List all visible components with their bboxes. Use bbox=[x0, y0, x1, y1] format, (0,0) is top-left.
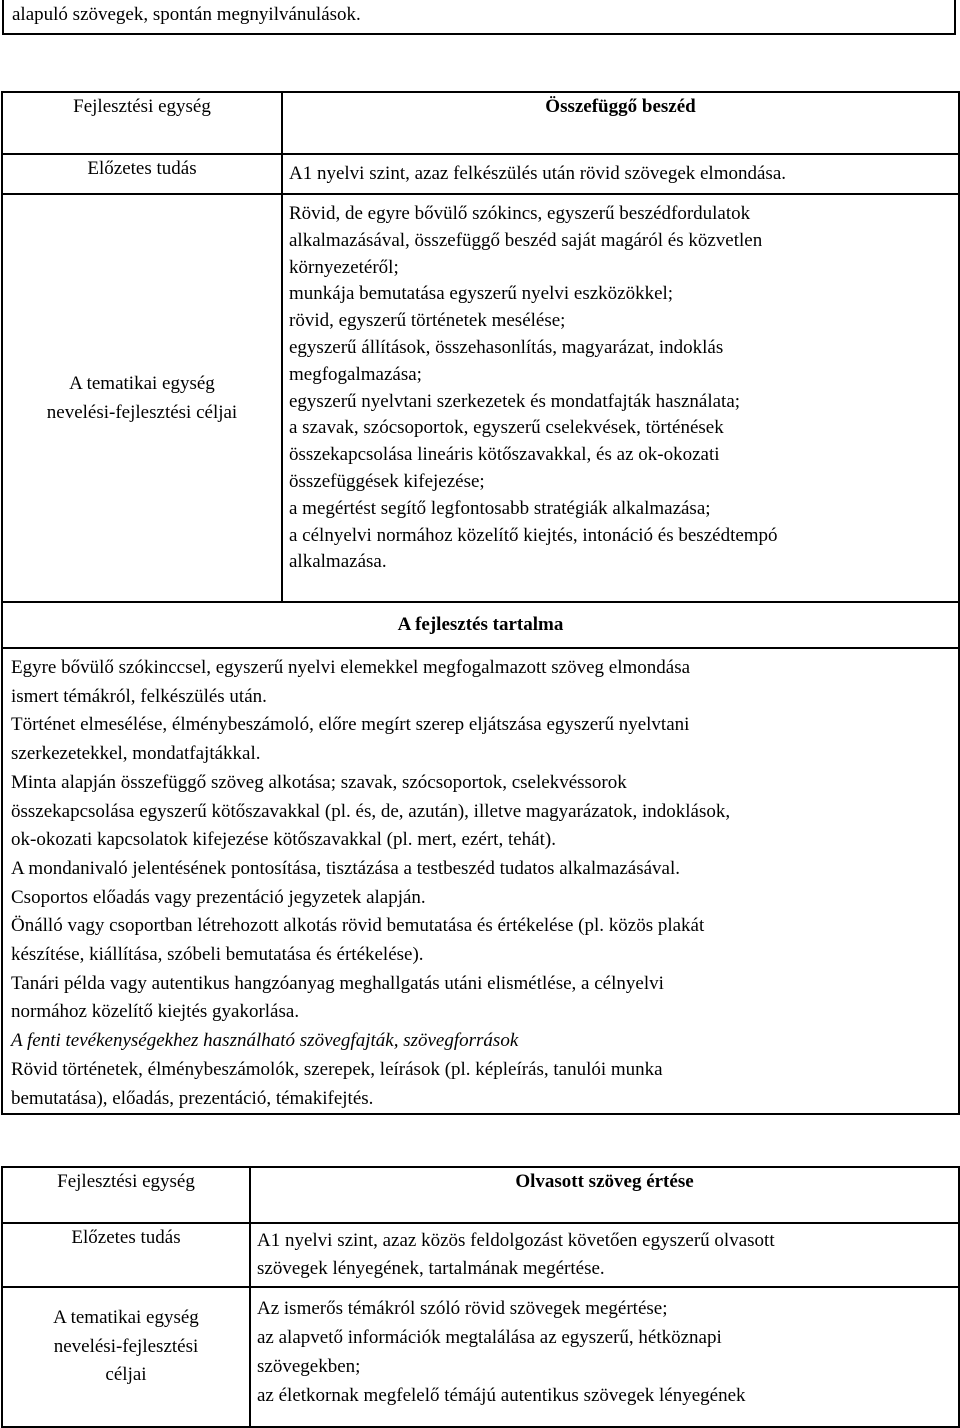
unit-table-speaking bbox=[1, 91, 960, 1115]
text-types-line: Rövid történetek, élménybeszámolók, szerepek, leírások (pl. képleírás, tanulói munka bbox=[11, 1058, 663, 1080]
goal-line: az alapvető információk megtalálása az egyszerű, hétköznapi bbox=[257, 1327, 722, 1348]
goals-list bbox=[251, 1288, 958, 1410]
prior-knowledge-label: Előzetes tudás bbox=[87, 158, 197, 179]
prior-knowledge-line: szövegek lényegének, tartalmának megértése. bbox=[257, 1258, 605, 1279]
prior-knowledge-cell bbox=[282, 154, 959, 194]
goals-label-cell bbox=[2, 194, 282, 602]
content-line: Tanári példa vagy autentikus hangzóanyag meghallgatás utáni elismétlése, a célnyelvi bbox=[11, 972, 664, 994]
unit-label-cell bbox=[2, 1167, 250, 1223]
goals-cell bbox=[250, 1287, 959, 1427]
content-line: normához közelítő kiejtés gyakorlása. bbox=[11, 1001, 300, 1023]
content-line: összekapcsolása egyszerű kötőszavakkal (pl. és, de, azután), illetve magyarázatok, indoklások, bbox=[11, 800, 731, 822]
unit-title: Összefüggő beszéd bbox=[545, 96, 696, 117]
content-line: ok-okozati kapcsolatok kifejezése kötőszavakkal (pl. mert, ezért, tehát). bbox=[11, 829, 556, 851]
unit-title: Olvasott szöveg értése bbox=[515, 1171, 694, 1192]
goals-label-line: céljai bbox=[105, 1364, 147, 1385]
goal-line: a célnyelvi normához közelítő kiejtés, intonáció és beszédtempó bbox=[289, 524, 778, 546]
prior-knowledge-text: A1 nyelvi szint, azaz felkészülés után rövid szövegek elmondása. bbox=[289, 163, 786, 184]
goals-list bbox=[283, 195, 958, 576]
content-header: A fejlesztés tartalma bbox=[397, 614, 564, 635]
goal-line: az életkornak megfelelő témájú autentikus szövegek lényegének bbox=[257, 1385, 746, 1406]
content-line: készítése, kiállítása, szóbeli bemutatása és értékelése). bbox=[11, 944, 424, 966]
goal-line: munkája bemutatása egyszerű nyelvi eszközökkel; bbox=[289, 283, 674, 305]
prior-knowledge-label: Előzetes tudás bbox=[71, 1227, 181, 1248]
goals-cell bbox=[282, 194, 959, 602]
content-cell bbox=[2, 648, 959, 1114]
unit-table-reading bbox=[1, 1166, 960, 1428]
prior-knowledge-label-cell bbox=[2, 1223, 250, 1287]
text-types-line: bemutatása), előadás, prezentáció, témakifejtés. bbox=[11, 1087, 374, 1109]
goals-label-line: nevelési-fejlesztési bbox=[53, 1335, 199, 1357]
unit-title-cell bbox=[282, 92, 959, 154]
prior-knowledge-label-cell bbox=[2, 154, 282, 194]
content-line: A mondanivaló jelentésének pontosítása, tisztázása a testbeszéd tudatos alkalmazásával. bbox=[11, 857, 680, 879]
content-header-cell bbox=[2, 602, 959, 648]
content-line: ismert témákról, felkészülés után. bbox=[11, 685, 267, 707]
goal-line: alkalmazásával, összefüggő beszéd saját magáról és közvetlen bbox=[289, 229, 763, 251]
content-line: Minta alapján összefüggő szöveg alkotása; szavak, szócsoportok, cselekvéssorok bbox=[11, 771, 627, 793]
content-line: Történet elmesélése, élménybeszámoló, előre megírt szerep eljátszása egyszerű nyelvtani bbox=[11, 714, 690, 736]
goal-line: összekapcsolása lineáris kötőszavakkal, és az ok-okozati bbox=[289, 444, 720, 466]
goals-label-line: nevelési-fejlesztési céljai bbox=[46, 402, 238, 423]
text-types-heading: A fenti tevékenységekhez használható szövegfajták, szövegforrások bbox=[11, 1030, 519, 1052]
goal-line: összefüggések kifejezése; bbox=[289, 470, 485, 492]
goals-label-line: A tematikai egység bbox=[53, 1307, 199, 1328]
goal-line: Az ismerős témákról szóló rövid szövegek megértése; bbox=[257, 1298, 668, 1319]
goal-line: a megértést segítő legfontosabb stratégiák alkalmazása; bbox=[289, 497, 711, 519]
content-list bbox=[3, 649, 958, 1113]
unit-label-cell bbox=[2, 92, 282, 154]
content-line: Egyre bővülő szókinccsel, egyszerű nyelvi elemekkel megfogalmazott szöveg elmondása bbox=[11, 657, 691, 678]
unit-title-cell bbox=[250, 1167, 959, 1223]
goal-line: környezetéről; bbox=[289, 256, 399, 278]
goal-line: egyszerű állítások, összehasonlítás, magyarázat, indoklás bbox=[289, 336, 724, 358]
content-line: Önálló vagy csoportban létrehozott alkotás rövid bemutatása és értékelése (pl. közös plakát bbox=[11, 915, 705, 937]
content-line: Csoportos előadás vagy prezentáció jegyzetek alapján. bbox=[11, 886, 426, 908]
goals-label-line: A tematikai egység bbox=[69, 373, 215, 394]
prior-knowledge-cell bbox=[250, 1223, 959, 1287]
goal-line: szövegekben; bbox=[257, 1356, 361, 1377]
goal-line: alkalmazása. bbox=[289, 551, 387, 573]
prior-knowledge-text bbox=[251, 1224, 958, 1283]
unit-label: Fejlesztési egység bbox=[57, 1171, 195, 1192]
top-continuation-line: alapuló szövegek, spontán megnyilvánulások. bbox=[2, 0, 956, 35]
goal-line: rövid, egyszerű történetek mesélése; bbox=[289, 310, 566, 332]
unit-label: Fejlesztési egység bbox=[73, 96, 211, 117]
content-line: szerkezetekkel, mondatfajtákkal. bbox=[11, 743, 261, 765]
goals-label-cell bbox=[2, 1287, 250, 1427]
goal-line: Rövid, de egyre bővülő szókincs, egyszerű beszédfordulatok bbox=[289, 203, 751, 224]
goal-line: megfogalmazása; bbox=[289, 363, 422, 385]
goal-line: egyszerű nyelvtani szerkezetek és mondatfajták használata; bbox=[289, 390, 741, 412]
prior-knowledge-line: A1 nyelvi szint, azaz közös feldolgozást követően egyszerű olvasott bbox=[257, 1230, 775, 1251]
goal-line: a szavak, szócsoportok, egyszerű cselekvések, történések bbox=[289, 417, 724, 439]
